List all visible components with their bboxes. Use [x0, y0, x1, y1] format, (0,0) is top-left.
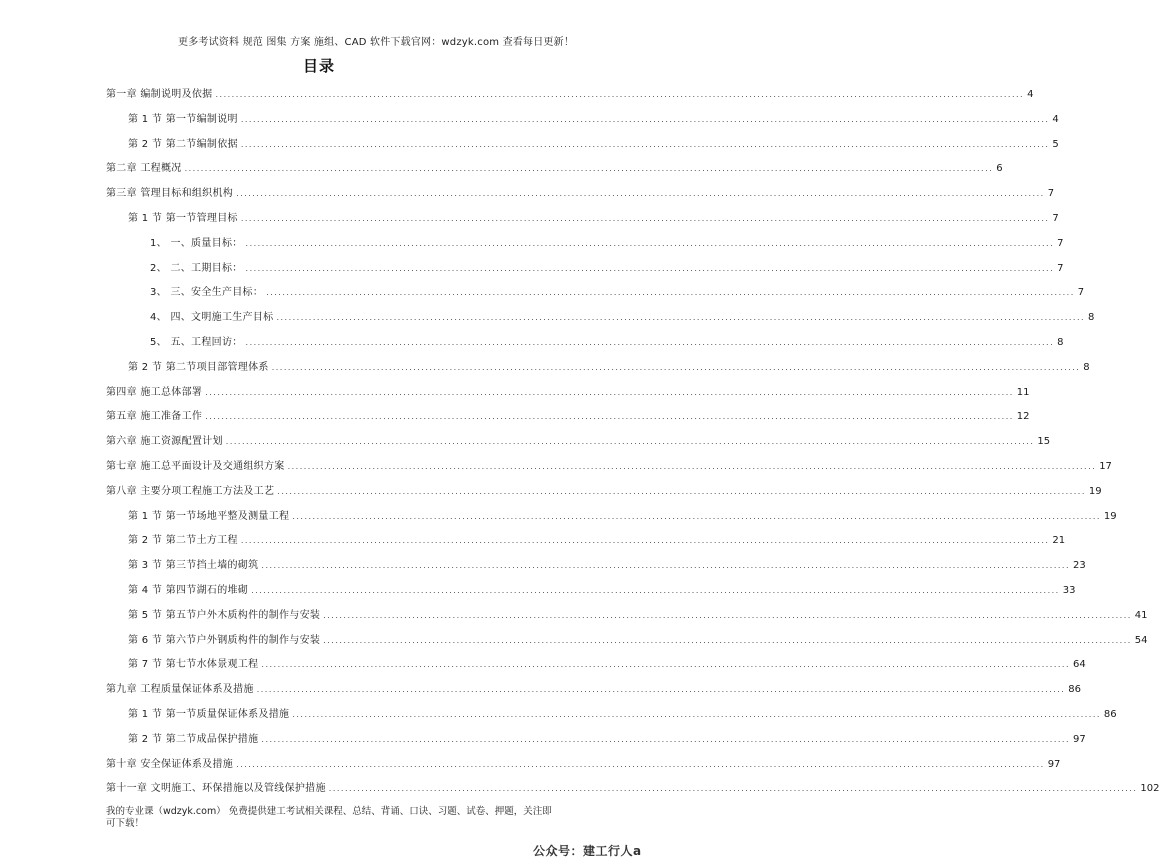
toc-entry[interactable]	[106, 383, 1030, 403]
toc-entry-title: 第二章 工程概况	[106, 163, 182, 175]
toc-entry[interactable]	[150, 283, 1085, 303]
toc-leader-dots: ........................................................................................................................................................................................................	[261, 660, 1070, 670]
toc-leader-dots: ........................................................................................................................................................................................................	[236, 189, 1045, 199]
toc-entry-title: 第十章 安全保证体系及措施	[106, 758, 234, 770]
toc-page-number: 97	[1073, 733, 1086, 745]
toc-entry-title: 第 2 节 第二节项目部管理体系	[128, 361, 269, 373]
toc-leader-dots: ........................................................................................................................................................................................................	[245, 263, 1055, 273]
toc-entry-title: 第 1 节 第一节场地平整及测量工程	[128, 510, 290, 522]
toc-entry[interactable]	[106, 779, 1159, 799]
toc-page-number: 5	[1052, 138, 1059, 150]
toc-leader-dots: ........................................................................................................................................................................................................	[276, 313, 1086, 323]
toc-entry[interactable]	[128, 531, 1066, 551]
toc-entry[interactable]	[106, 407, 1030, 427]
toc-page-number: 102	[1140, 783, 1159, 795]
toc-leader-dots: ........................................................................................................................................................................................................	[271, 362, 1081, 372]
toc-page-number: 4	[1052, 113, 1059, 125]
toc-leader-dots: ........................................................................................................................................................................................................	[245, 338, 1055, 347]
toc-entry[interactable]	[128, 581, 1076, 601]
toc-leader-dots: ........................................................................................................................................................................................................	[236, 759, 1045, 769]
toc-page-number: 7	[1077, 287, 1085, 299]
toc-entry[interactable]	[128, 358, 1090, 378]
toc-leader-dots: ........................................................................................................................................................................................................	[261, 561, 1070, 571]
toc-page-number: 8	[1083, 361, 1090, 373]
toc-entry-title: 第八章 主要分项工程施工方法及工艺	[106, 485, 275, 497]
toc-leader-dots: ........................................................................................................................................................................................................	[323, 635, 1132, 645]
toc-leader-dots: ........................................................................................................................................................................................................	[328, 784, 1138, 794]
toc-entry[interactable]	[106, 184, 1055, 204]
toc-entry[interactable]	[106, 482, 1102, 502]
toc-entry-title: 第 6 节 第六节户外钢质构件的制作与安装	[128, 634, 321, 646]
toc-page-number: 7	[1057, 237, 1064, 249]
page-title: 目录	[302, 57, 335, 75]
toc-entry-title: 3、 三、安全生产目标：	[150, 287, 264, 299]
toc-entry[interactable]	[128, 556, 1086, 576]
toc-leader-dots: ........................................................................................................................................................................................................	[256, 685, 1066, 695]
toc-page-number: 86	[1103, 709, 1117, 720]
toc-entry-title: 第三章 管理目标和组织机构	[106, 188, 234, 200]
toc-leader-dots: ........................................................................................................................................................................................................	[215, 90, 1025, 99]
toc-entry[interactable]	[128, 705, 1117, 725]
toc-entry-title: 第一章 编制说明及依据	[106, 89, 213, 100]
toc-entry-title: 第 1 节 第一节质量保证体系及措施	[128, 709, 290, 720]
toc-page-number: 7	[1052, 213, 1059, 224]
toc-leader-dots: ........................................................................................................................................................................................................	[184, 164, 994, 174]
toc-entry-title: 5、 五、工程回访：	[150, 337, 243, 348]
watermark-text: 公众号：建工行人a	[533, 844, 642, 858]
toc-entry-title: 第 3 节 第三节挡土墙的砌筑	[128, 560, 259, 572]
toc-entry-title: 第 7 节 第七节水体景观工程	[128, 659, 259, 671]
toc-page-number: 21	[1052, 535, 1066, 547]
toc-entry[interactable]	[150, 234, 1064, 254]
toc-entry[interactable]	[128, 730, 1086, 750]
toc-page-number: 41	[1134, 609, 1148, 621]
toc-page-number: 54	[1134, 634, 1148, 646]
toc-entry[interactable]	[128, 209, 1059, 229]
toc-entry[interactable]	[106, 85, 1034, 105]
toc-leader-dots: ........................................................................................................................................................................................................	[266, 288, 1075, 298]
toc-entry-title: 4、 四、文明施工生产目标	[150, 312, 274, 324]
toc-leader-dots: ........................................................................................................................................................................................................	[245, 238, 1055, 248]
toc-page-number: 11	[1016, 386, 1030, 398]
toc-entry[interactable]	[128, 631, 1148, 651]
toc-page-number: 7	[1057, 262, 1064, 274]
footer-note: 我的专业课（wdzyk.com） 免费提供建工考试相关课程、总结、背诵、口诀、习题、试卷、押题，关注即可下载！	[106, 806, 552, 829]
toc-leader-dots: ........................................................................................................................................................................................................	[292, 710, 1101, 719]
toc-page-number: 33	[1062, 585, 1076, 596]
toc-page-number: 7	[1047, 188, 1055, 200]
toc-entry-title: 第四章 施工总体部署	[106, 386, 203, 398]
toc-page-number: 23	[1073, 560, 1086, 572]
toc-entry-title: 第 2 节 第二节编制依据	[128, 138, 238, 150]
toc-leader-dots: ........................................................................................................................................................................................................	[292, 511, 1101, 521]
toc-entry[interactable]	[106, 159, 1003, 179]
toc-page-number: 4	[1027, 89, 1034, 100]
toc-entry-title: 2、 二、工期目标：	[150, 262, 243, 274]
toc-page-number: 97	[1047, 758, 1061, 770]
toc-entry[interactable]	[150, 308, 1095, 328]
toc-entry-title: 第 2 节 第二节成品保护措施	[128, 733, 259, 745]
toc-entry[interactable]	[150, 333, 1064, 353]
toc-page-number: 15	[1037, 436, 1051, 448]
toc-page-number: 19	[1088, 485, 1102, 497]
toc-leader-dots: ........................................................................................................................................................................................................	[277, 486, 1086, 496]
toc-page-number: 6	[996, 163, 1003, 175]
toc-entry[interactable]	[106, 457, 1112, 477]
header-note: 更多考试资料 规范 图集 方案 施组、CAD 软件下载官网：wdzyk.com 查看每日更新！	[178, 37, 575, 48]
toc-entry-title: 第十一章 文明施工、环保措施以及管线保护措施	[106, 783, 326, 795]
toc-page-number: 12	[1016, 411, 1030, 423]
toc-page-number: 86	[1068, 684, 1082, 696]
toc-leader-dots: ........................................................................................................................................................................................................	[251, 586, 1060, 595]
toc-entry-title: 第 4 节 第四节湖石的堆砌	[128, 585, 249, 596]
toc-entry[interactable]	[106, 432, 1051, 452]
toc-entry-title: 第九章 工程质量保证体系及措施	[106, 684, 254, 696]
toc-leader-dots: ........................................................................................................................................................................................................	[240, 536, 1050, 546]
toc-entry-title: 第五章 施工准备工作	[106, 411, 203, 423]
toc-leader-dots: ........................................................................................................................................................................................................	[240, 214, 1050, 223]
toc-entry-title: 第 5 节 第五节户外木质构件的制作与安装	[128, 609, 321, 621]
toc-entry[interactable]	[106, 755, 1061, 775]
toc-page-number: 19	[1103, 510, 1117, 522]
toc-page-number: 8	[1057, 337, 1064, 348]
toc-leader-dots: ........................................................................................................................................................................................................	[323, 610, 1132, 620]
toc-leader-dots: ........................................................................................................................................................................................................	[225, 437, 1035, 447]
toc-entry-title: 第七章 施工总平面设计及交通组织方案	[106, 461, 285, 472]
toc-entry-title: 第 1 节 第一节管理目标	[128, 213, 238, 224]
toc-leader-dots: ........................................................................................................................................................................................................	[261, 734, 1070, 744]
toc-leader-dots: ........................................................................................................................................................................................................	[287, 462, 1097, 471]
toc-entry[interactable]	[128, 110, 1059, 130]
toc-entry-title: 第 2 节 第二节土方工程	[128, 535, 238, 547]
toc-entry[interactable]	[128, 606, 1148, 626]
toc-entry[interactable]	[150, 259, 1064, 279]
toc-entry-title: 1、 一、质量目标：	[150, 237, 243, 249]
toc-entry[interactable]	[106, 680, 1082, 700]
toc-page-number: 8	[1088, 312, 1095, 324]
toc-leader-dots: ........................................................................................................................................................................................................	[205, 387, 1014, 397]
toc-entry[interactable]	[128, 135, 1059, 155]
toc-leader-dots: ........................................................................................................................................................................................................	[240, 114, 1050, 124]
toc-page-number: 17	[1099, 461, 1112, 472]
toc-entry-title: 第 1 节 第一节编制说明	[128, 113, 238, 125]
toc-leader-dots: ........................................................................................................................................................................................................	[240, 139, 1050, 149]
toc-leader-dots: ........................................................................................................................................................................................................	[205, 412, 1014, 422]
toc-entry[interactable]	[128, 507, 1117, 527]
toc-entry[interactable]	[128, 655, 1086, 675]
toc-entry-title: 第六章 施工资源配置计划	[106, 436, 223, 448]
toc-page-number: 64	[1073, 659, 1086, 671]
